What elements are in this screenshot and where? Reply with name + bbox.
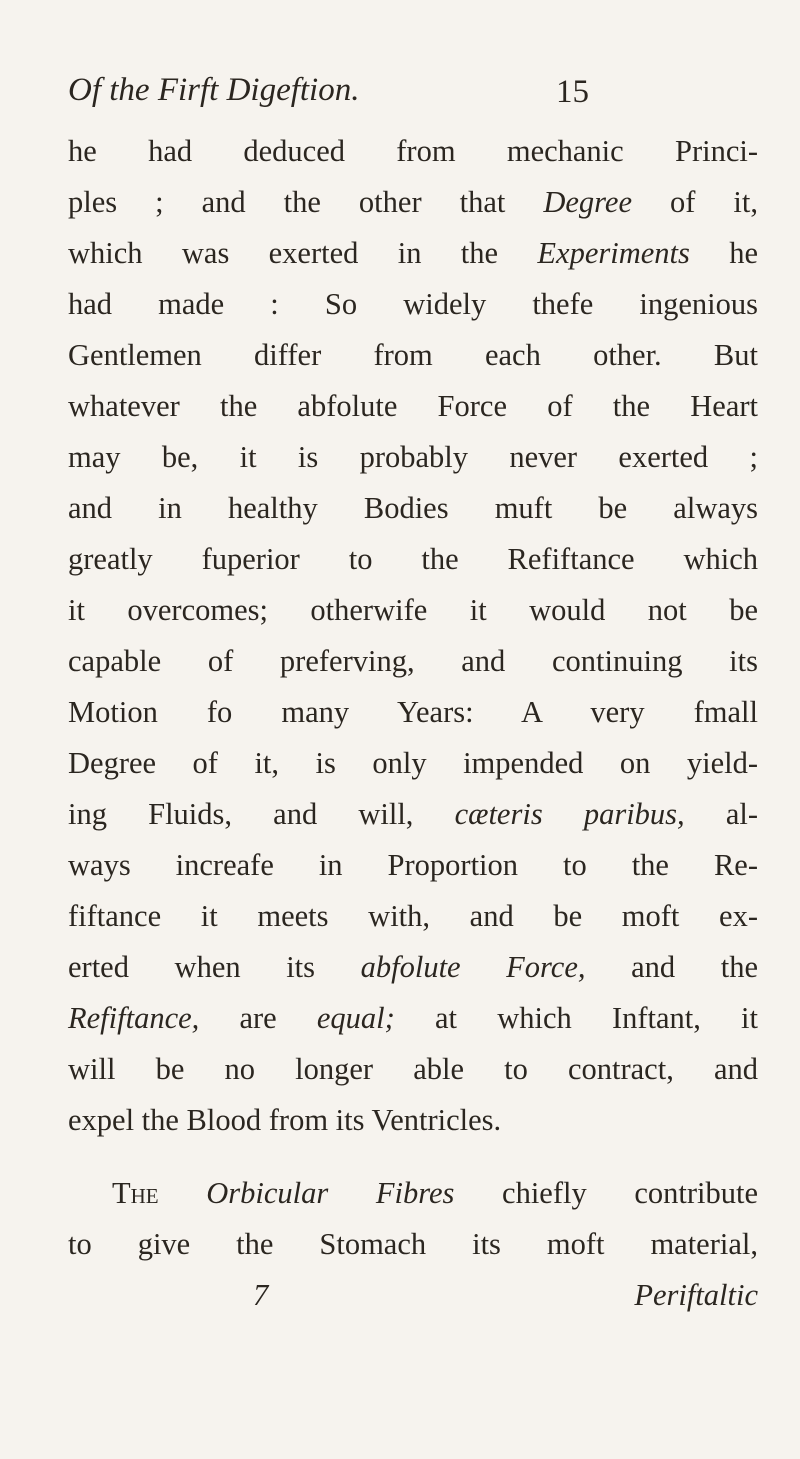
- text-segment: will be no longer able to contract, and: [68, 1052, 758, 1086]
- text-segment: at which Inftant, it: [394, 1001, 759, 1035]
- text-segment: are: [199, 1001, 317, 1035]
- italic-text: abfolute Force,: [360, 950, 586, 984]
- text-segment: erted when its: [68, 950, 361, 984]
- page-number: 15: [556, 74, 589, 110]
- text-line: [68, 1219, 758, 1270]
- italic-text: Experiments: [537, 236, 690, 270]
- text-line: [68, 738, 758, 789]
- text-line: [68, 126, 758, 177]
- text-segment: expel the Blood from its Ventricles.: [68, 1103, 502, 1137]
- text-segment: it overcomes; otherwife it would not be: [68, 593, 758, 627]
- text-segment: The: [112, 1176, 159, 1210]
- footer-line: [68, 1270, 758, 1321]
- text-segment: Degree of it, is only impended on yield-: [68, 746, 758, 780]
- text-line: [68, 1168, 758, 1219]
- text-segment: whatever the abfolute Force of the Heart: [68, 389, 758, 423]
- italic-text: Orbicular Fibres: [206, 1176, 455, 1210]
- text-segment: of it,: [632, 185, 758, 219]
- signature-mark: 7: [253, 1278, 269, 1312]
- text-line: [68, 891, 758, 942]
- paragraph-gap: [68, 1146, 758, 1168]
- text-line: [68, 1095, 758, 1146]
- text-line: [68, 636, 758, 687]
- text-line: [68, 534, 758, 585]
- text-segment: [159, 1176, 207, 1210]
- text-segment: fiftance it meets with, and be moft ex-: [68, 899, 758, 933]
- running-title: Of the Firft Digeftion.: [68, 72, 360, 108]
- italic-text: equal;: [316, 1001, 395, 1035]
- text-line: [68, 942, 758, 993]
- text-line: [68, 585, 758, 636]
- text-segment: and the: [585, 950, 758, 984]
- text-line: [68, 483, 758, 534]
- text-segment: ples ; and the other that: [68, 185, 544, 219]
- text-segment: al-: [684, 797, 758, 831]
- page-body: [68, 126, 758, 1321]
- text-line: [68, 330, 758, 381]
- text-segment: ways increafe in Proportion to the Re-: [68, 848, 758, 882]
- text-line: [68, 177, 758, 228]
- text-line: [68, 432, 758, 483]
- italic-text: Refiftance,: [68, 1001, 200, 1035]
- text-segment: he had deduced from mechanic Princi-: [68, 134, 758, 168]
- text-line: [68, 1044, 758, 1095]
- text-line: [68, 279, 758, 330]
- text-segment: had made : So widely thefe ingenious: [68, 287, 758, 321]
- text-line: [68, 840, 758, 891]
- italic-text: cæteris paribus,: [454, 797, 685, 831]
- italic-text: Degree: [543, 185, 632, 219]
- text-segment: Gentlemen differ from each other. But: [68, 338, 758, 372]
- text-segment: to give the Stomach its moft material,: [68, 1227, 758, 1261]
- text-segment: he: [689, 236, 759, 270]
- text-segment: Motion fo many Years: A very fmall: [68, 695, 758, 729]
- text-segment: ing Fluids, and will,: [68, 797, 455, 831]
- text-segment: capable of preferving, and continuing its: [68, 644, 758, 678]
- text-line: [68, 789, 758, 840]
- text-line: [68, 228, 758, 279]
- text-segment: greatly fuperior to the Refiftance which: [68, 542, 758, 576]
- catchword: Periftaltic: [634, 1278, 758, 1312]
- text-line: [68, 687, 758, 738]
- text-segment: may be, it is probably never exerted ;: [68, 440, 758, 474]
- text-segment: chiefly contribute: [454, 1176, 759, 1210]
- text-segment: and in healthy Bodies muft be always: [68, 491, 758, 525]
- text-line: [68, 993, 758, 1044]
- text-line: [68, 381, 758, 432]
- running-header: [68, 72, 589, 122]
- text-segment: which was exerted in the: [68, 236, 538, 270]
